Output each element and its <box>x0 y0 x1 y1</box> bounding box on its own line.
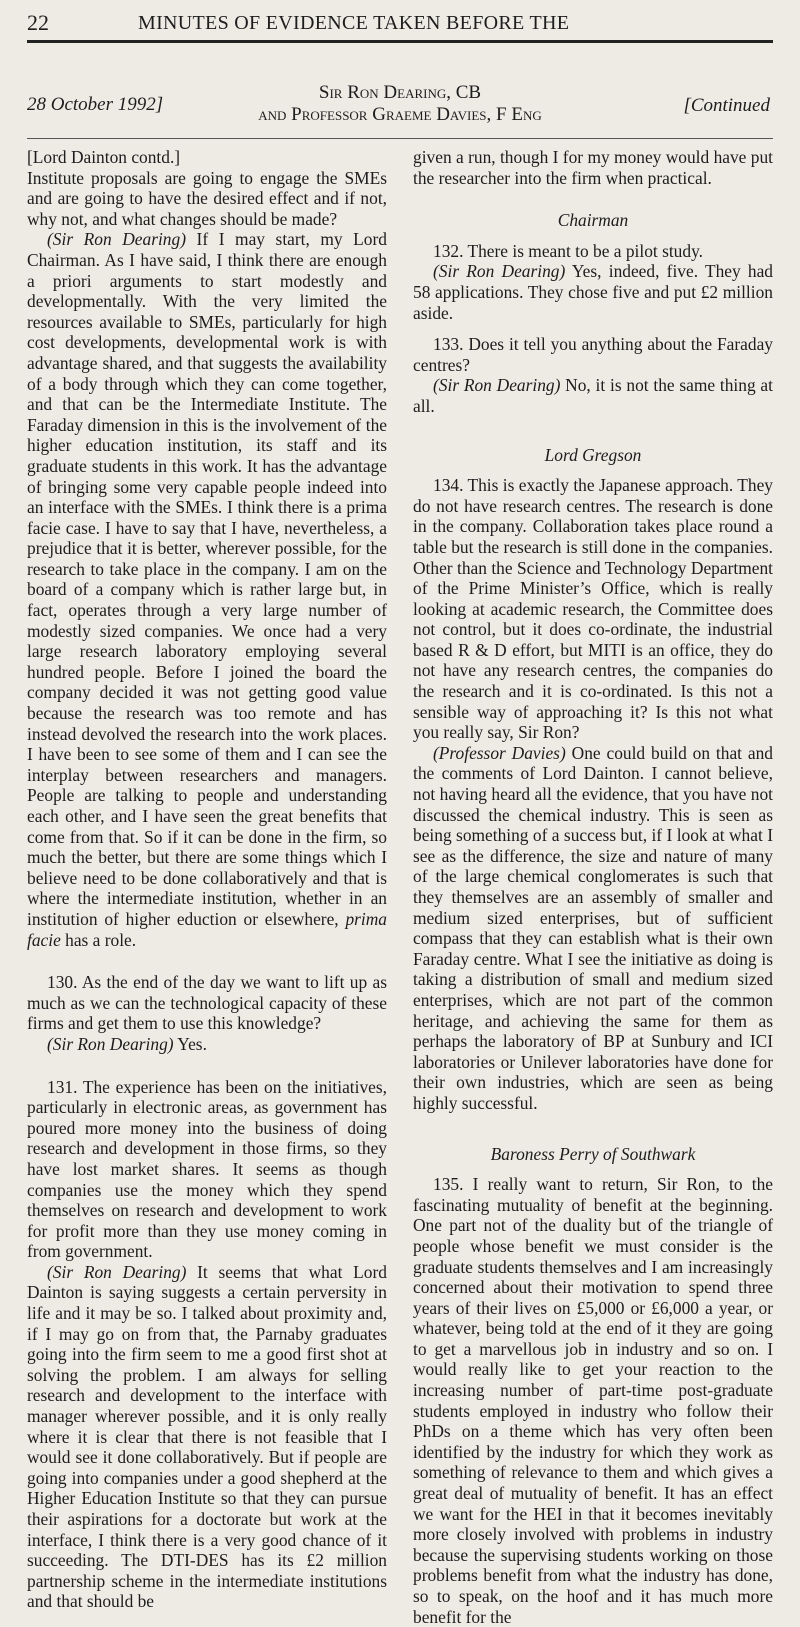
paragraph: (Professor Davies) One could build on that and the comments of Lord Dainton. I cannot believe, not having heard all the evidence, that you have not discussed the chemical industry. This is seen as being something of a success but, if I look at what I see as the difference, the size and nature of many of the large chemical conglomerates is such that they themselves are an assembly of smaller and medium sized enterprises, but of sufficient compass that they can establish what is their own Faraday centre. What I see the initiative as doing is taking a distribution of small and medium sized enterprises, which are not part of the common heritage, and achieving the same for them as perhaps the laboratory of BP at Sunbury and ICI laboratories or Unilever laboratories have done for their own industries, which are seen as being highly successful. <box>413 742 773 1113</box>
question-132: 132. There is meant to be a pilot study. <box>433 240 703 261</box>
speaker-bracket: [Lord Dainton contd.] <box>27 147 181 167</box>
paragraph: (Sir Ron Dearing) No, it is not the same thing at all. <box>413 375 773 416</box>
paragraph: (Sir Ron Dearing) It seems that what Lord Dainton is saying suggests a certain perversity in life and it may be so. I talked about proximity and, if I may go on from that, the Parnaby graduates going into the firm seem to me a good first shot at solving the problem. I am always for selling research and development to the interface with manager wherever possible, and it is only really where it is clear that there is not feasible that I would see it done collaboratively. But if people are going into companies under a good shepherd at the Higher Education Institute so that they can pursue their aspirations for a doctorate but work at the interface, I think there is a very good chance of it succeeding. The DTI-DES has its £2 million partnership scheme in the intermediate institutions and that should be <box>27 1261 387 1612</box>
witnesses-line-1: Sir Ron Dearing, CB <box>318 82 482 103</box>
question-131: 131. The experience has been on the initiatives, particularly in electronic areas, as government has poured more money into the business of doing research and development in those firms, so they have lost market shares. It seems as though companies use the money which they spend themselves on research and development to work for profit more than they use money coming in from government. <box>27 1076 387 1262</box>
speaker: (Professor Davies) <box>433 742 566 763</box>
paragraph: (Sir Ron Dearing) If I may start, my Lord Chairman. As I have said, I think there are enough a priori arguments to start modestly and developmentally. With the very limited the resources available to SMEs, particularly for high cost developments, developmental work is with advantage shared, and that suggests the availability of a body through which they can come together, and that can be the Intermediate Institute. The Faraday dimension in this is the involvement of the higher education institution, its staff and its graduate students in this work. It has the advantage of bringing some very capable people indeed into an interface with the SMEs. I think there is a prima facie case. I have to say that I have, nevertheless, a prejudice that it is better, wherever possible, for the research to take place in the company. I am on the board of a company which is rather large but, in fact, operates through a very large number of modestly sized companies. We once had a very large research laboratory employing several hundred people. Before I joined the board the company decided it was not getting good value because the research was too remote and has instead devolved the research into the work places. I have been to see some of them and I can see the interplay between researchers and managers. People are talking to people and understanding each other, and I have seen the great benefits that come from that. So if it can be done in the firm, so much the better, but there are some things which I believe need to be done collaboratively and that is where the intermediate institution, whether in an institution of higher eduction or elsewhere, prima facie has a role. <box>27 229 387 950</box>
header-rule <box>27 40 773 43</box>
left-column <box>27 147 387 1612</box>
speaker: (Sir Ron Dearing) <box>433 261 566 282</box>
question-130: 130. As the end of the day we want to lift up as much as we can the technological capacity of these firms and get them to use this knowledge? <box>27 972 387 1034</box>
running-title: MINUTES OF EVIDENCE TAKEN BEFORE THE <box>138 12 570 34</box>
speaker: (Sir Ron Dearing) <box>47 1261 187 1282</box>
paragraph: (Sir Ron Dearing) Yes. <box>47 1033 207 1054</box>
question-134: 134. This is exactly the Japanese approach. They do not have research centres. The research is done in the company. Collaboration takes place round a table but the research is still done in the companies. Other than the Science and Technology Department of the Prime Minister’s Office, which is really looking at academic research, the Committee does not control, but it does co-ordinate, the industrial based R & D effort, but MITI is an office, they do not have any research centres, the companies do the research and it is co-ordinated. Is this not a sensible way of approaching it? Is this not what you really say, Sir Ron? <box>413 475 773 743</box>
subheader-rule <box>27 138 773 139</box>
question-133: 133. Does it tell you anything about the Faraday centres? <box>413 334 773 375</box>
speaker: (Sir Ron Dearing) <box>47 1033 174 1054</box>
paragraph: Institute proposals are going to engage the SMEs and are going to have the desired effect and if not, why not, and what changes should be made? <box>27 167 387 229</box>
section-heading-chairman: Chairman <box>557 210 629 231</box>
section-heading-perry: Baroness Perry of Southwark <box>490 1143 696 1164</box>
page-number: 22 <box>27 10 49 35</box>
paragraph: given a run, though I for my money would have put the researcher into the firm when practical. <box>413 147 773 188</box>
speaker: (Sir Ron Dearing) <box>47 229 186 250</box>
session-date: 28 October 1992] <box>27 94 164 115</box>
speaker: (Sir Ron Dearing) <box>433 375 561 396</box>
question-135: 135. I really want to return, Sir Ron, to the fascinating mutuality of benefit at the beginning. One part not of the duality but of the triangle of people whose benefit we must consider is the graduate students themselves and I am increasingly concerned about their motivation to spend three years of their lives on £5,000 or £6,000 a year, or whatever, being told at the end of it they are going to get a marvellous job in industry and so on. I would really like to get your reaction to the increasing number of part-time post-graduate students employed in industry who follow their PhDs on a theme which has very often been identified by the industry for which they work as something of relevance to them and which gives a great deal of mutuality of benefit. It has an effect we want for the HEI in that it becomes inevitably more closely involved with problems in industry because the supervising students working on those problems benefit from what the industry has done, so to speak, on the hoof and it has much more benefit for the <box>413 1174 773 1627</box>
paragraph: (Sir Ron Dearing) Yes, indeed, five. They had 58 applications. They chose five and put £2 million aside. <box>413 261 773 323</box>
section-heading-gregson: Lord Gregson <box>544 444 642 465</box>
continued-label: [Continued <box>683 95 770 116</box>
witnesses-line-2: and Professor Graeme Davies, F Eng <box>258 104 542 125</box>
right-column <box>413 147 773 1627</box>
